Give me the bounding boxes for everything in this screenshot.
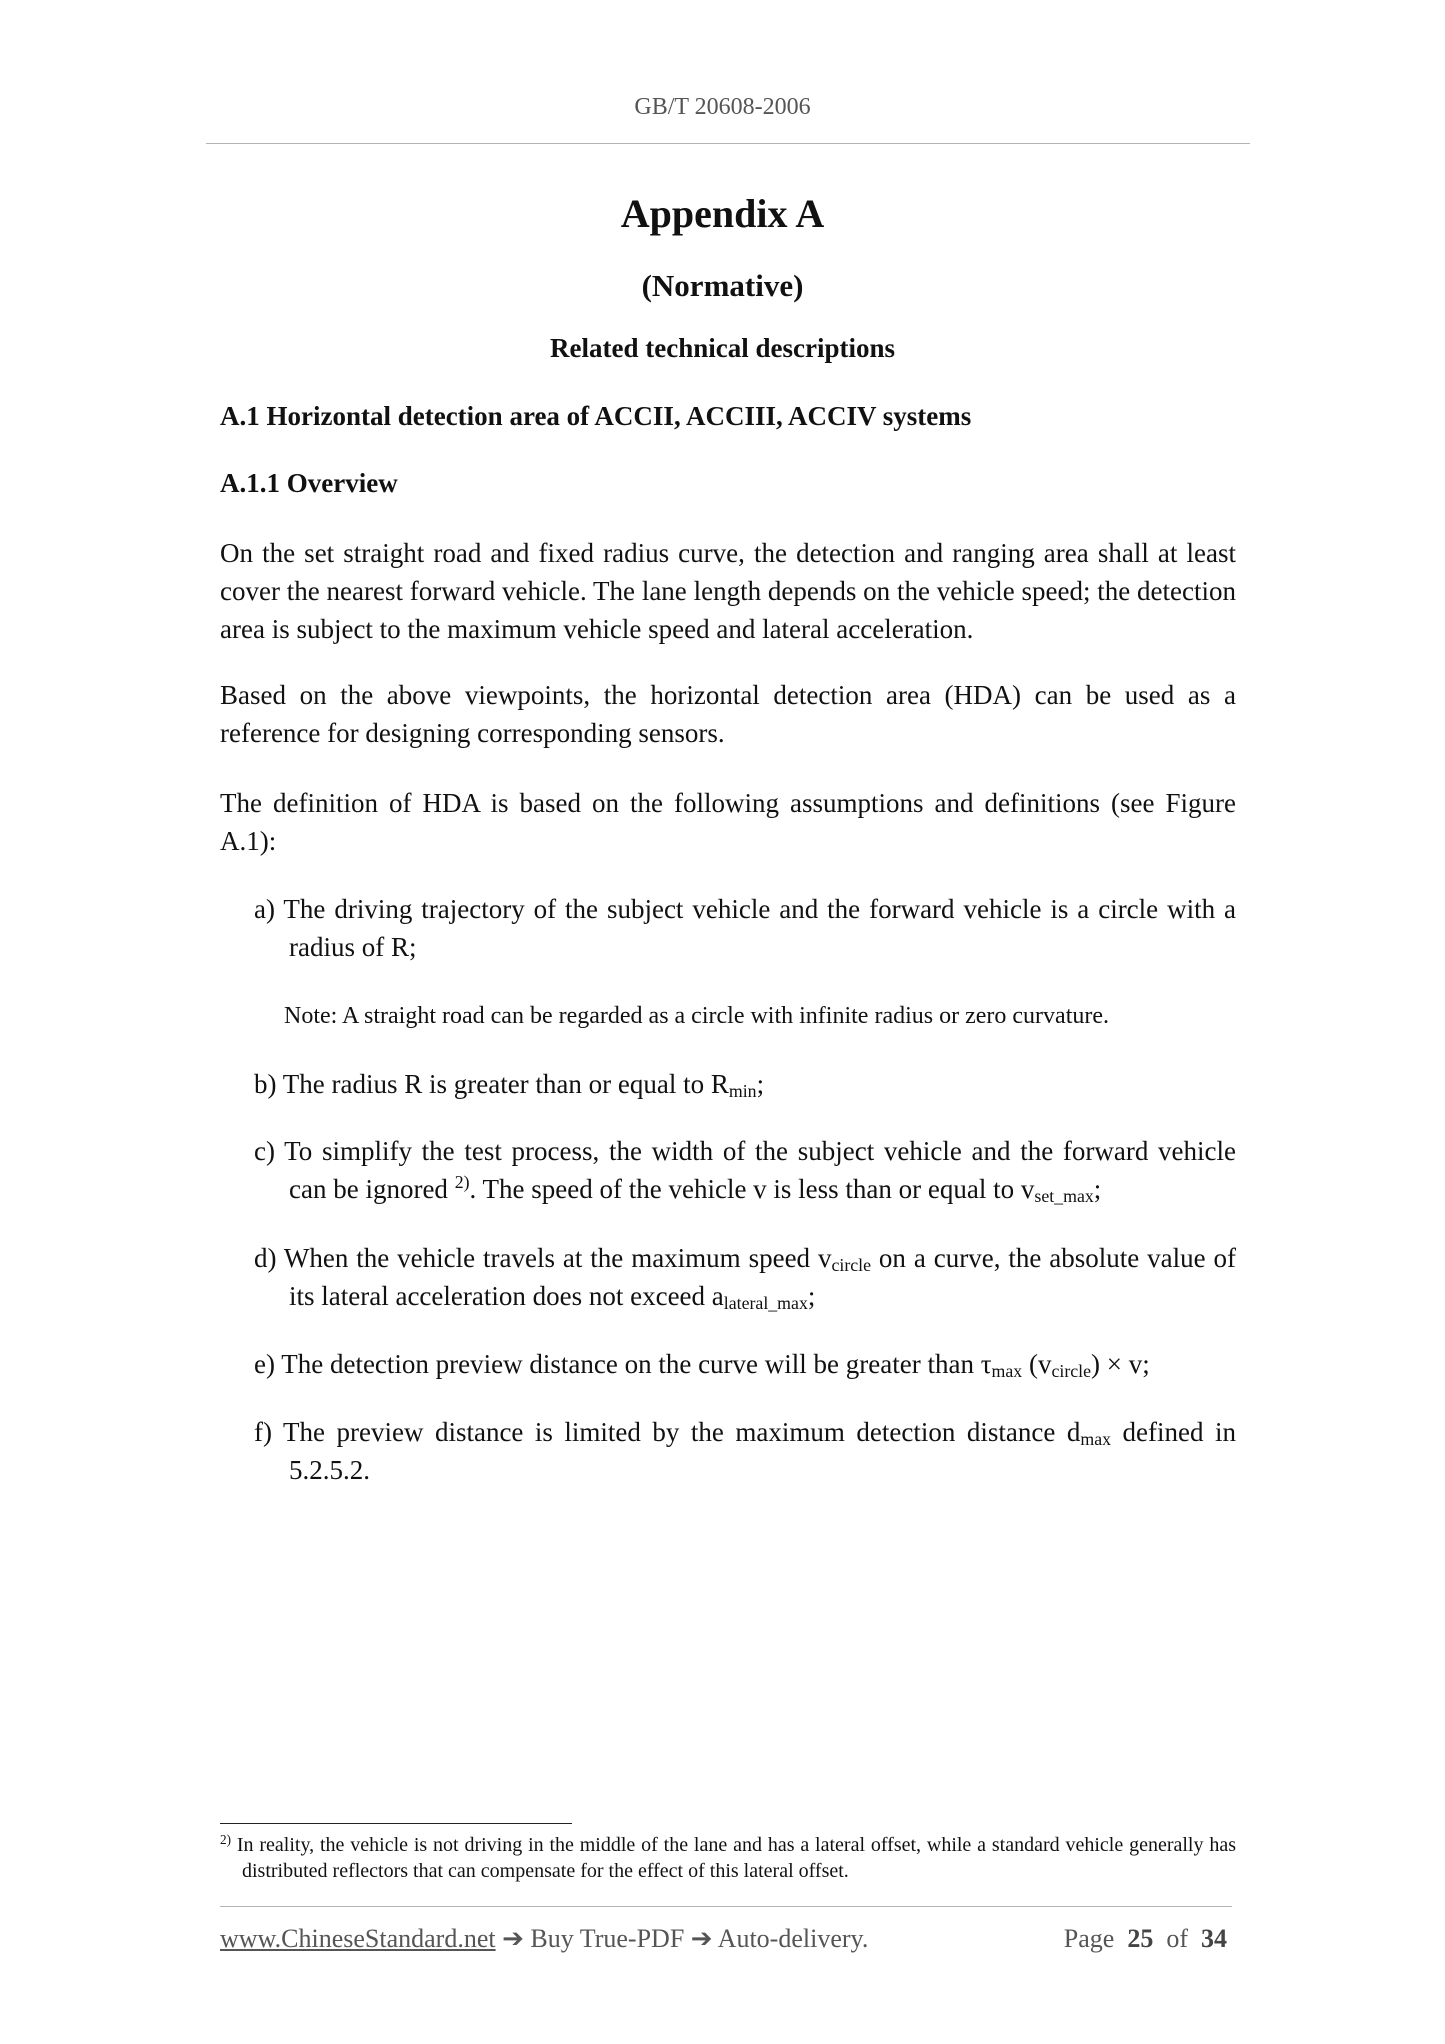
- footer-divider: [220, 1906, 1232, 1907]
- footnote-ref: 2): [454, 1172, 470, 1193]
- section-a1-heading: A.1 Horizontal detection area of ACCII, ACCIII, ACCIV systems: [220, 401, 972, 431]
- auto-delivery-text: Auto-delivery.: [717, 1924, 869, 1953]
- section-a11-heading: A.1.1 Overview: [220, 468, 398, 498]
- footnote-marker: 2): [220, 1831, 231, 1847]
- paragraph-overview: On the set straight road and fixed radius curve, the detection and ranging area shall at least cover the nearest forward vehicle. The lane length depends on the vehicle speed; the detection area is subject to the maximum vehicle speed and lateral acceleration.: [220, 538, 1236, 644]
- arrow-right-icon: ➔: [502, 1924, 524, 1953]
- list-item-e: e) The detection preview distance on the curve will be greater than $\tau_{max}$ $(v_{circle}) \times v$;: [254, 1349, 1150, 1381]
- appendix-subtitle: Related technical descriptions: [550, 333, 895, 363]
- footnote-divider: [220, 1823, 572, 1824]
- footnote: $^{2)}$ In reality, the vehicle is not driving in the middle of the lane and has a lateral offset, while a standard vehicle generally has distributed reflectors that can compensate for the effect of this lateral offset.: [220, 1831, 1236, 1882]
- list-item-f: f) The preview distance is limited by the maximum detection distance $d_{max}$ defined in 5.2.5.2.: [254, 1417, 1236, 1485]
- header-doc-id: GB/T 20608-2006: [634, 94, 811, 120]
- appendix-type: (Normative): [641, 268, 804, 303]
- chinesestandard-link[interactable]: www.ChineseStandard.net: [220, 1924, 496, 1953]
- list-item-c: c) To simplify the test process, the width of the subject vehicle and the forward vehicle can be ignored $^{2)}$. The speed of the vehicle v is less than or equal to $v_{set\_max}$;: [254, 1136, 1236, 1206]
- buy-true-pdf-text: Buy True-PDF: [530, 1924, 685, 1953]
- list-item-a: a) The driving trajectory of the subject vehicle and the forward vehicle is a circle with a radius of R;: [254, 894, 1236, 962]
- page-indicator: Page 25 of 34: [1063, 1924, 1227, 1953]
- paragraph-hda-definition: The definition of HDA is based on the following assumptions and definitions (see Figure A.1):: [220, 788, 1236, 856]
- current-page-number: 25: [1127, 1924, 1154, 1953]
- list-item-b: b) The radius R is greater than or equal to $R_{min}$;: [254, 1069, 765, 1101]
- appendix-title: Appendix A: [620, 191, 825, 236]
- footer-links: [220, 1924, 868, 1954]
- arrow-right-icon: ➔: [690, 1924, 713, 1953]
- total-page-count: 34: [1201, 1924, 1227, 1953]
- paragraph-hda-reference: Based on the above viewpoints, the horizontal detection area (HDA) can be used as a reference for designing corresponding sensors.: [220, 680, 1236, 748]
- header-divider: [206, 143, 1250, 144]
- note-straight-road: Note: A straight road can be regarded as a circle with infinite radius or zero curvature.: [284, 1003, 1109, 1029]
- list-item-d: d) When the vehicle travels at the maximum speed $v_{circle}$ on a curve, the absolute value of its lateral acceleration does not exceed $a_{lateral\_max}$;: [254, 1243, 1236, 1313]
